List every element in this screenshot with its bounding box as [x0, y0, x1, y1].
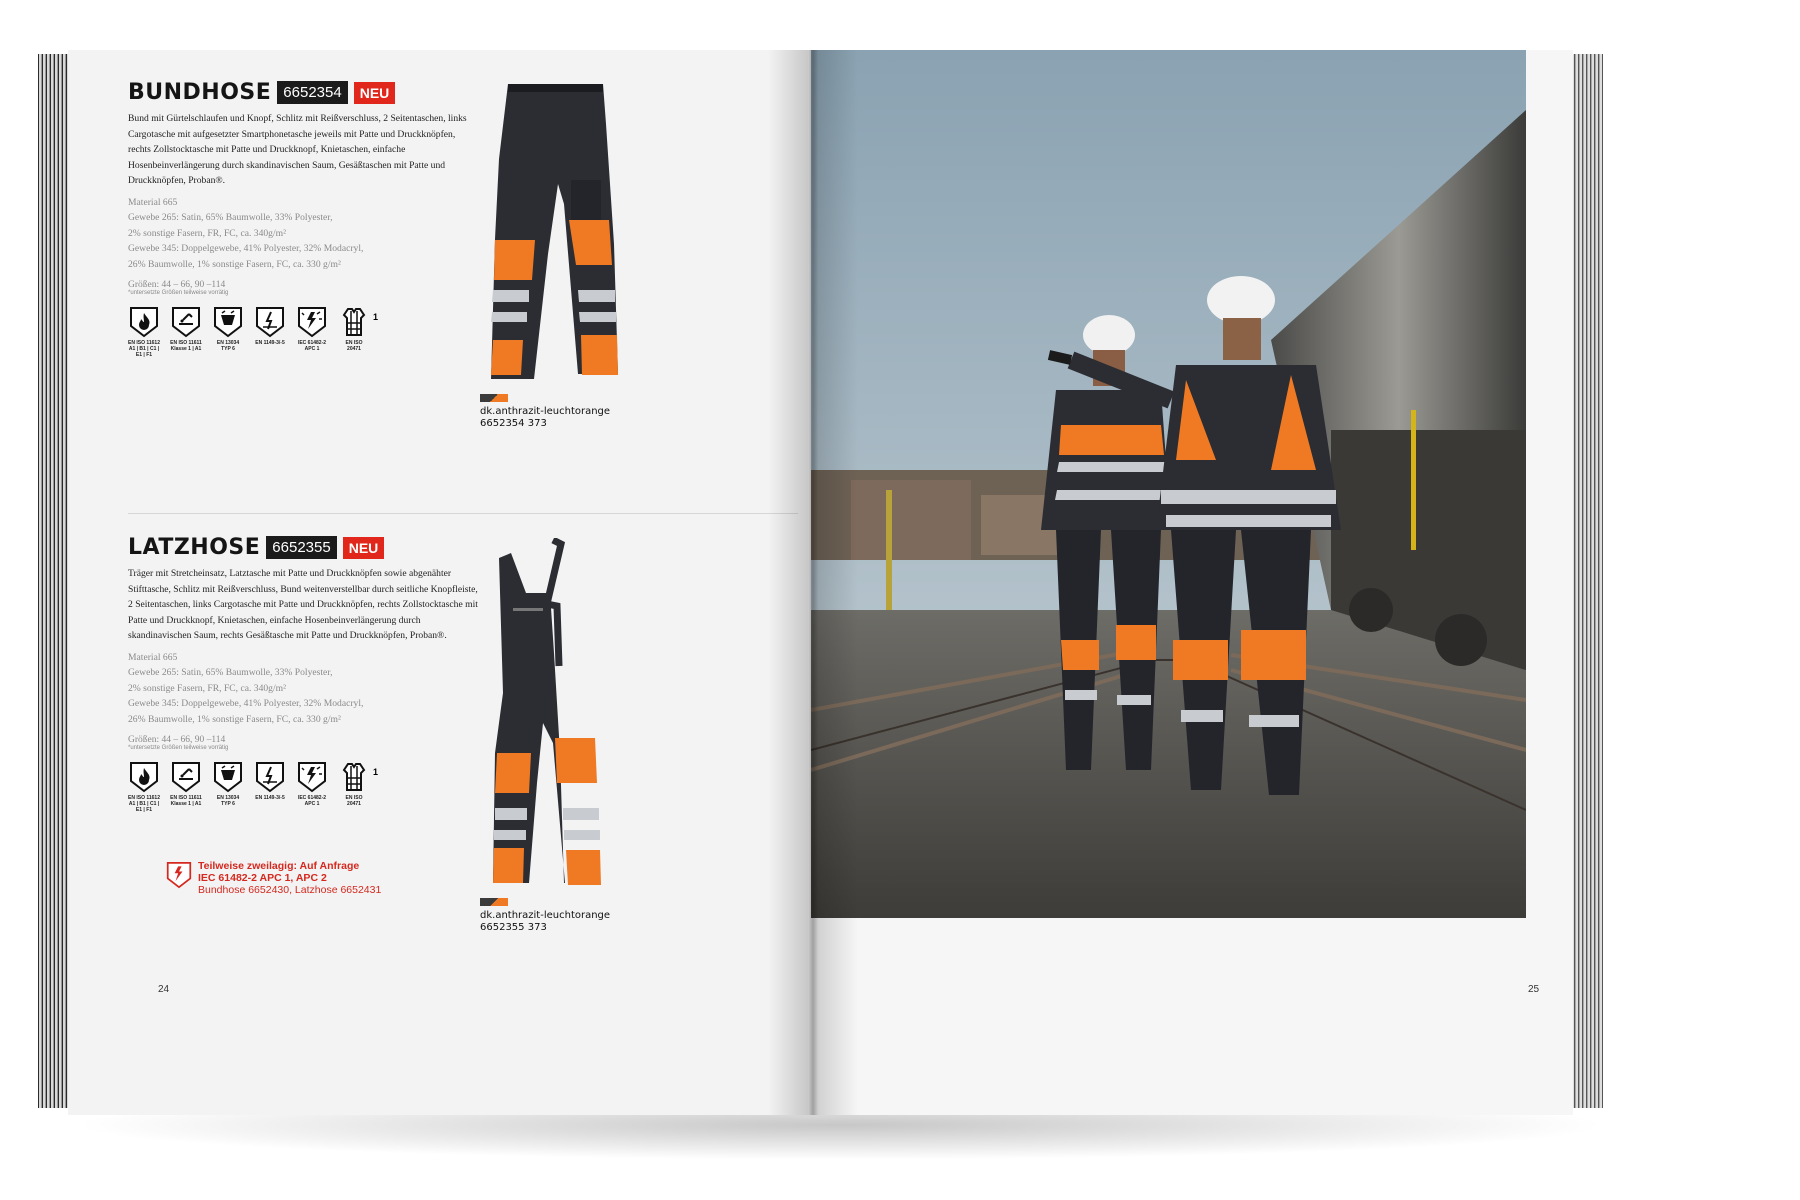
material-line: 2% sonstige Fasern, FR, FC, ca. 340g/m² [128, 682, 286, 694]
notice-text [198, 860, 381, 896]
hi-vis-icon [338, 306, 370, 352]
cert-sub: Klasse 1 | A1 [170, 801, 202, 807]
notice-line1: Teilweise zweilagig: Auf Anfrage [198, 860, 360, 872]
welding-icon [170, 306, 202, 352]
product-title-row [128, 535, 488, 560]
notice-box [166, 860, 381, 896]
cert-sub: APC 1 [304, 801, 320, 807]
antistatic-icon [254, 306, 286, 346]
certification-icons [128, 306, 488, 358]
notice-line2: IEC 61482-2 APC 1, APC 2 [198, 872, 327, 884]
cert-label: EN ISO 11612 [128, 340, 160, 346]
new-badge: NEU [354, 82, 396, 104]
cert-sub: Klasse 1 | A1 [170, 346, 202, 352]
sizes: Größen: 44 – 66, 90 –114 [128, 735, 226, 745]
cert-sub: A1 | B1 | C1 | E1 | F1 [128, 346, 160, 358]
material-info [128, 195, 488, 273]
product-description: Bund mit Gürtelschlaufen und Knopf, Schlitz mit Reißverschluss, 2 Seitentaschen, links Cargotasche mit aufgesetzter Smartphonetasche jeweils mit Patte und Druckknöpfen, rechts Zollstocktasche mit Patte und Druckknopf, Knietaschen, einfache Hosenbeinverlängerung durch skandinavischen Saum, Gesäßtaschen mit Patte und Druckknöpfen, Proban®. [128, 113, 467, 186]
color-name: dk.anthrazit-leuchtorange [480, 910, 611, 921]
hi-vis-class: 1 [373, 767, 379, 777]
cert-label: IEC 61482-2 [297, 340, 327, 346]
cert-label: EN 13034 TYP 6 [216, 795, 240, 807]
arc-flash-red-icon [166, 860, 192, 890]
arc-flash-icon [296, 761, 328, 807]
right-page [808, 50, 1573, 1115]
arc-flash-icon [296, 306, 328, 352]
cert-label: EN 13034 TYP 6 [216, 340, 240, 352]
chemical-icon [212, 306, 244, 352]
sizes: Größen: 44 – 66, 90 –114 [128, 280, 226, 290]
product-title: LATZHOSE [128, 535, 261, 560]
color-code: 6652355 373 [480, 922, 547, 933]
product-latzhose [128, 535, 488, 813]
cert-label: EN ISO 20471 [345, 795, 363, 807]
welding-icon [170, 761, 202, 807]
cert-label: EN 1149-3/-5 [255, 340, 285, 346]
material-line: 26% Baumwolle, 1% sonstige Fasern, FC, ca. 330 g/m² [128, 713, 341, 725]
cert-sub: A1 | B1 | C1 | E1 | F1 [128, 801, 160, 813]
color-caption [480, 406, 610, 430]
material-line: Gewebe 345: Doppelgewebe, 41% Polyester, 32% Modacryl, [128, 698, 364, 709]
color-swatch [480, 898, 508, 906]
workers-railway-photo [811, 50, 1526, 918]
color-swatch [480, 394, 508, 402]
product-bundhose [128, 80, 488, 358]
certification-icons [128, 761, 488, 813]
left-page [68, 50, 808, 1115]
cert-label: IEC 61482-2 [297, 795, 327, 801]
cert-label: EN 1149-3/-5 [255, 795, 285, 801]
section-divider [128, 513, 798, 514]
material-line: Gewebe 265: Satin, 65% Baumwolle, 33% Polyester, [128, 212, 333, 223]
material-info [128, 650, 488, 728]
material-line: 26% Baumwolle, 1% sonstige Fasern, FC, ca. 330 g/m² [128, 258, 341, 270]
spine-gutter [768, 50, 858, 1115]
cert-label: EN ISO 11611 [170, 795, 202, 801]
product-title: BUNDHOSE [128, 80, 272, 105]
flame-icon [128, 306, 160, 358]
flame-icon [128, 761, 160, 813]
new-badge: NEU [343, 537, 385, 559]
chemical-icon [212, 761, 244, 807]
size-note: *untersetzte Größen teilweise vorrätig [128, 745, 229, 751]
color-caption [480, 910, 610, 934]
cert-sub: APC 1 [304, 346, 320, 352]
hi-vis-class: 1 [373, 312, 379, 322]
color-name: dk.anthrazit-leuchtorange [480, 406, 611, 417]
latzhose-product-image [473, 538, 613, 893]
hi-vis-icon [338, 761, 370, 807]
material-line: Gewebe 345: Doppelgewebe, 41% Polyester, 32% Modacryl, [128, 243, 364, 254]
article-number: 6652355 [266, 536, 336, 559]
material-line: Material 665 [128, 196, 178, 208]
notice-line3: Bundhose 6652430, Latzhose 6652431 [198, 884, 382, 896]
color-code: 6652354 373 [480, 418, 547, 429]
bundhose-product-image [473, 80, 623, 385]
page-number-left: 24 [158, 984, 170, 995]
page-number-right: 25 [1528, 984, 1540, 995]
material-line: Material 665 [128, 651, 178, 663]
cert-label: EN ISO 11611 [170, 340, 202, 346]
material-line: Gewebe 265: Satin, 65% Baumwolle, 33% Polyester, [128, 667, 333, 678]
cert-label: EN ISO 20471 [345, 340, 363, 352]
antistatic-icon [254, 761, 286, 801]
product-title-row [128, 80, 488, 105]
size-note: *untersetzte Größen teilweise vorrätig [128, 290, 229, 296]
cert-label: EN ISO 11612 [128, 795, 160, 801]
material-line: 2% sonstige Fasern, FR, FC, ca. 340g/m² [128, 227, 286, 239]
catalog-spread [38, 50, 1603, 1115]
article-number: 6652354 [277, 81, 347, 104]
product-description: Träger mit Stretcheinsatz, Latztasche mit Patte und Druckknöpfen sowie abgenähter Stifttasche, Schlitz mit Reißverschluss, Bund weitenverstellbar durch seitliche Knopfleiste, 2 Seitentaschen, links Cargotasche mit Patte und Druckknöpfen, rechts Zollstocktasche mit Patte und Druckknopf, Knietaschen, einfache Hosenbeinverlängerung durch skandinavischen Saum, rechts Gesäßtasche mit Patte und Druckknöpfen, Proban®. [128, 568, 478, 641]
